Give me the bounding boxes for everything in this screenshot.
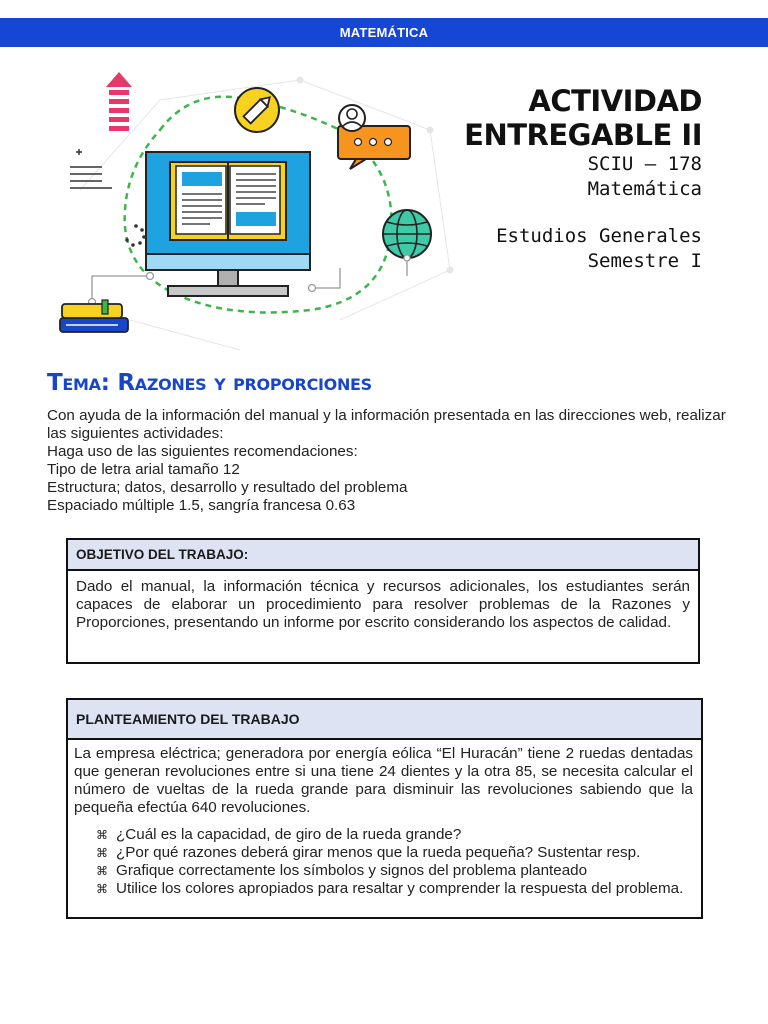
problem-statement-header: PLANTEAMIENTO DEL TRABAJO [68, 700, 701, 740]
bullet-icon: ⌘ [96, 864, 108, 878]
bullet-icon: ⌘ [96, 882, 108, 896]
chat-icon [338, 105, 410, 169]
intro-line: Espaciado múltiple 1.5, sangría francesa 0.63 [47, 497, 356, 514]
course-name: Matemática [587, 178, 702, 200]
list-item [96, 826, 693, 844]
activity-title-line2: ENTREGABLE II [464, 118, 702, 152]
upload-icon [106, 72, 132, 131]
banner-label: MATEMÁTICA [339, 25, 429, 40]
book-icon [170, 162, 286, 240]
list-item-text: Grafique correctamente los símbolos y signos del problema planteado [116, 862, 588, 879]
list-item-text: ¿Por qué razones deberá girar menos que la rueda pequeña? Sustentar resp. [116, 844, 641, 861]
bullet-icon: ⌘ [96, 828, 108, 842]
intro-line: Con ayuda de la información del manual y la información presentada en las direcciones web, realizar las siguientes actividades: [47, 407, 726, 442]
semester-label: Semestre I [587, 250, 702, 272]
objective-body: Dado el manual, la información técnica y recursos adicionales, los estudiantes serán capaces de elaborar un procedimiento para resolver problemas de la Razones y Proporciones, presentando un informe por escrito considerando los aspectos de calidad. [76, 578, 690, 631]
document-icon [70, 149, 112, 188]
intro-line: Estructura; datos, desarrollo y resultado del problema [47, 479, 408, 496]
problem-statement-body [68, 740, 701, 898]
objective-header: OBJETIVO DEL TRABAJO: [68, 540, 698, 571]
list-item-text: Utilice los colores apropiados para resaltar y comprender la respuesta del problema. [116, 880, 684, 897]
activity-title-line1: ACTIVIDAD [528, 84, 702, 118]
list-item-text: ¿Cuál es la capacidad, de giro de la rueda grande? [116, 826, 462, 843]
list-item [96, 862, 693, 880]
objective-box [66, 538, 700, 664]
hero-illustration [40, 70, 460, 360]
program-name: Estudios Generales [496, 225, 702, 247]
books-stack-icon [60, 300, 128, 332]
problem-statement-box [66, 698, 703, 919]
problem-paragraph: La empresa eléctrica; generadora por energía eólica “El Huracán” tiene 2 ruedas dentadas que generan revoluciones entre si una tiene 24 dientes y la otra 85, se necesita calcular el número de vueltas de la rueda grande para disminuir las revoluciones sabiendo que la pequeña efectúa 640 revoluciones. [74, 745, 693, 816]
intro-instructions [47, 407, 727, 515]
title-block [464, 84, 702, 274]
list-item [96, 880, 693, 898]
loading-icon [125, 224, 146, 247]
intro-line: Tipo de letra arial tamaño 12 [47, 461, 240, 478]
bullet-icon: ⌘ [96, 846, 108, 860]
globe-icon [383, 210, 431, 258]
topic-heading: Tema: Razones y proporciones [47, 370, 372, 396]
list-item [96, 844, 693, 862]
course-code: SCIU – 178 [587, 153, 702, 175]
top-banner [0, 18, 768, 47]
question-list [74, 826, 693, 898]
intro-line: Haga uso de las siguientes recomendaciones: [47, 443, 358, 460]
pencil-icon [235, 88, 279, 132]
